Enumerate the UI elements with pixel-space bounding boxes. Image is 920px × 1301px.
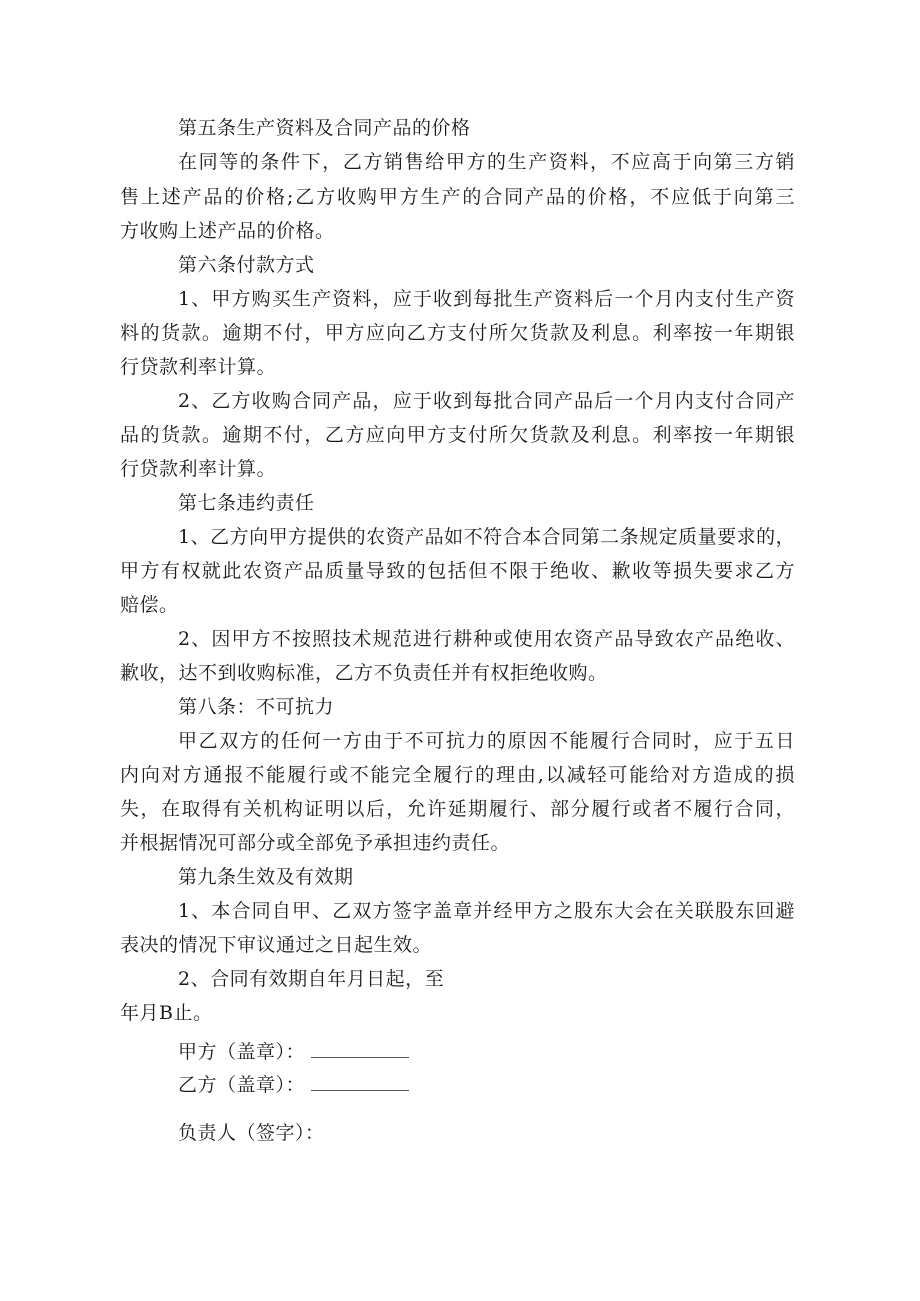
article5-line3: 方收购上述产品的价格。 <box>120 220 335 242</box>
party-a-signature-row <box>178 1039 409 1065</box>
article5-line1: 在同等的条件下，乙方销售给甲方的生产资料，不应高于向第三方销 <box>178 151 795 173</box>
article7-item1-line3: 赔偿。 <box>120 594 179 616</box>
article9-item2-line2: 年月B止。 <box>120 1002 213 1024</box>
article7-item2-line2: 歉收，达不到收购标准，乙方不负责任并有权拒绝收购。 <box>120 662 608 684</box>
responsible-person-label: 负责人（签字）： <box>178 1122 325 1144</box>
article6-item2-line1: 2、乙方收购合同产品，应于收到每批合同产品后一个月内支付合同产 <box>178 390 795 412</box>
article6-item2-line2: 品的货款。逾期不付，乙方应向甲方支付所欠货款及利息。利率按一年期银 <box>120 424 795 446</box>
party-b-signature-row <box>178 1072 409 1098</box>
party-a-seal-line <box>311 1039 409 1058</box>
article7-item2-line1: 2、因甲方不按照技术规范进行耕种或使用农资产品导致农产品绝收、 <box>178 628 795 650</box>
article5-heading: 第五条生产资料及合同产品的价格 <box>178 117 471 139</box>
article6-item1-line2: 料的货款。逾期不付，甲方应向乙方支付所欠货款及利息。利率按一年期银 <box>120 322 795 344</box>
article9-heading: 第九条生效及有效期 <box>178 866 354 888</box>
article6-item1-line3: 行贷款利率计算。 <box>120 356 277 378</box>
article5-line2: 售上述产品的价格;乙方收购甲方生产的合同产品的价格，不应低于向第三 <box>120 186 795 208</box>
article6-heading: 第六条付款方式 <box>178 254 315 276</box>
party-b-seal-line <box>311 1072 409 1091</box>
article9-item1-line1: 1、本合同自甲、乙双方签字盖章并经甲方之股东大会在关联股东回避 <box>178 900 795 922</box>
article8-heading: 第八条：不可抗力 <box>178 696 335 718</box>
article9-item1-line2: 表决的情况下审议通过之日起生效。 <box>120 934 433 956</box>
article8-line2: 内向对方通报不能履行或不能完全履行的理由,以减轻可能给对方造成的损 <box>120 764 795 786</box>
article7-item1-line2: 甲方有权就此农资产品质量导致的包括但不限于绝收、歉收等损失要求乙方 <box>120 560 795 582</box>
party-b-seal-label: 乙方（盖章）： <box>178 1074 306 1096</box>
article8-line4: 并根据情况可部分或全部免予承担违约责任。 <box>120 832 511 854</box>
article8-line3: 失，在取得有关机构证明以后，允许延期履行、部分履行或者不履行合同， <box>120 798 795 820</box>
article6-item1-line1: 1、甲方购买生产资料，应于收到每批生产资料后一个月内支付生产资 <box>178 288 795 310</box>
article7-heading: 第七条违约责任 <box>178 492 315 514</box>
party-a-seal-label: 甲方（盖章）： <box>178 1041 306 1063</box>
article9-item2-line1: 2、合同有效期自年月日起，至 <box>178 968 445 990</box>
article6-item2-line3: 行贷款利率计算。 <box>120 458 277 480</box>
article8-line1: 甲乙双方的任何一方由于不可抗力的原因不能履行合同时，应于五日 <box>178 730 795 752</box>
article7-item1-line1: 1、乙方向甲方提供的农资产品如不符合本合同第二条规定质量要求的， <box>178 526 796 548</box>
